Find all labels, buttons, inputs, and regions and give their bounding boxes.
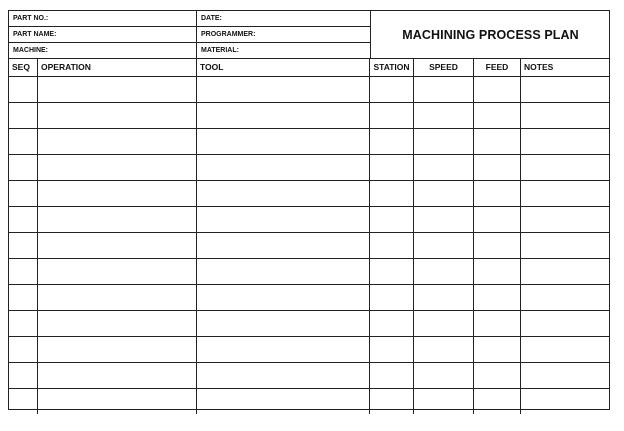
cell-operation[interactable] bbox=[38, 77, 197, 102]
cell-station[interactable] bbox=[370, 207, 414, 232]
cell-station[interactable] bbox=[370, 285, 414, 310]
cell-notes[interactable] bbox=[521, 155, 609, 180]
cell-seq[interactable] bbox=[9, 311, 38, 336]
cell-station[interactable] bbox=[370, 337, 414, 362]
table-row bbox=[9, 337, 609, 363]
cell-tool[interactable] bbox=[197, 363, 370, 388]
cell-station[interactable] bbox=[370, 129, 414, 154]
cell-tool[interactable] bbox=[197, 233, 370, 258]
cell-seq[interactable] bbox=[9, 77, 38, 102]
cell-seq[interactable] bbox=[9, 285, 38, 310]
cell-notes[interactable] bbox=[521, 103, 609, 128]
header-fields bbox=[9, 11, 370, 59]
cell-operation[interactable] bbox=[38, 285, 197, 310]
cell-operation[interactable] bbox=[38, 233, 197, 258]
cell-operation[interactable] bbox=[38, 129, 197, 154]
process-plan-sheet bbox=[8, 10, 610, 410]
cell-operation[interactable] bbox=[38, 259, 197, 284]
cell-notes[interactable] bbox=[521, 389, 609, 414]
table-row bbox=[9, 103, 609, 129]
cell-notes[interactable] bbox=[521, 77, 609, 102]
column-header-speed: SPEED bbox=[414, 59, 474, 76]
cell-speed[interactable] bbox=[414, 207, 474, 232]
cell-feed[interactable] bbox=[474, 207, 521, 232]
cell-feed[interactable] bbox=[474, 181, 521, 206]
cell-station[interactable] bbox=[370, 233, 414, 258]
cell-speed[interactable] bbox=[414, 103, 474, 128]
cell-operation[interactable] bbox=[38, 389, 197, 414]
cell-feed[interactable] bbox=[474, 77, 521, 102]
cell-notes[interactable] bbox=[521, 337, 609, 362]
cell-feed[interactable] bbox=[474, 233, 521, 258]
table-row bbox=[9, 129, 609, 155]
table-row bbox=[9, 363, 609, 389]
cell-tool[interactable] bbox=[197, 129, 370, 154]
column-header-seq: SEQ bbox=[9, 59, 38, 76]
cell-feed[interactable] bbox=[474, 337, 521, 362]
column-header-feed: FEED bbox=[474, 59, 521, 76]
cell-operation[interactable] bbox=[38, 207, 197, 232]
header-row-part-no bbox=[9, 11, 370, 27]
cell-speed[interactable] bbox=[414, 233, 474, 258]
cell-feed[interactable] bbox=[474, 311, 521, 336]
cell-operation[interactable] bbox=[38, 363, 197, 388]
cell-tool[interactable] bbox=[197, 389, 370, 414]
cell-feed[interactable] bbox=[474, 363, 521, 388]
machine-field[interactable]: MACHINE: bbox=[9, 43, 197, 59]
cell-station[interactable] bbox=[370, 311, 414, 336]
document-title: MACHINING PROCESS PLAN bbox=[402, 27, 579, 42]
cell-tool[interactable] bbox=[197, 77, 370, 102]
cell-speed[interactable] bbox=[414, 77, 474, 102]
cell-notes[interactable] bbox=[521, 181, 609, 206]
cell-station[interactable] bbox=[370, 77, 414, 102]
column-header-notes: NOTES bbox=[524, 62, 554, 72]
part-name-field[interactable]: PART NAME: bbox=[9, 27, 197, 43]
cell-tool[interactable] bbox=[197, 207, 370, 232]
cell-station[interactable] bbox=[370, 103, 414, 128]
cell-seq[interactable] bbox=[9, 207, 38, 232]
cell-seq[interactable] bbox=[9, 155, 38, 180]
cell-feed[interactable] bbox=[474, 285, 521, 310]
table-row bbox=[9, 77, 609, 103]
process-table bbox=[9, 59, 609, 414]
cell-notes[interactable] bbox=[521, 311, 609, 336]
cell-operation[interactable] bbox=[38, 311, 197, 336]
cell-notes[interactable] bbox=[521, 259, 609, 284]
cell-station[interactable] bbox=[370, 259, 414, 284]
cell-seq[interactable] bbox=[9, 337, 38, 362]
cell-tool[interactable] bbox=[197, 181, 370, 206]
table-row bbox=[9, 155, 609, 181]
cell-seq[interactable] bbox=[9, 389, 38, 414]
part-no-field[interactable]: PART NO.: bbox=[9, 11, 197, 27]
cell-notes[interactable] bbox=[521, 207, 609, 232]
date-field[interactable]: DATE: bbox=[201, 15, 222, 22]
cell-feed[interactable] bbox=[474, 155, 521, 180]
cell-tool[interactable] bbox=[197, 103, 370, 128]
cell-speed[interactable] bbox=[414, 389, 474, 414]
cell-tool[interactable] bbox=[197, 337, 370, 362]
cell-notes[interactable] bbox=[521, 233, 609, 258]
header-row-part-name bbox=[9, 27, 370, 43]
table-header-row bbox=[9, 59, 609, 77]
table-row bbox=[9, 233, 609, 259]
cell-feed[interactable] bbox=[474, 389, 521, 414]
cell-station[interactable] bbox=[370, 155, 414, 180]
table-row bbox=[9, 389, 609, 414]
cell-tool[interactable] bbox=[197, 285, 370, 310]
cell-station[interactable] bbox=[370, 389, 414, 414]
cell-operation[interactable] bbox=[38, 181, 197, 206]
cell-seq[interactable] bbox=[9, 103, 38, 128]
cell-seq[interactable] bbox=[9, 181, 38, 206]
cell-speed[interactable] bbox=[414, 337, 474, 362]
cell-speed[interactable] bbox=[414, 285, 474, 310]
title-block bbox=[370, 11, 610, 59]
cell-tool[interactable] bbox=[197, 311, 370, 336]
cell-tool[interactable] bbox=[197, 259, 370, 284]
table-row bbox=[9, 181, 609, 207]
column-header-operation: OPERATION bbox=[38, 59, 197, 76]
table-row bbox=[9, 285, 609, 311]
cell-speed[interactable] bbox=[414, 155, 474, 180]
material-field[interactable]: MATERIAL: bbox=[201, 47, 239, 54]
cell-notes[interactable] bbox=[521, 363, 609, 388]
cell-feed[interactable] bbox=[474, 259, 521, 284]
cell-feed[interactable] bbox=[474, 129, 521, 154]
cell-seq[interactable] bbox=[9, 129, 38, 154]
cell-speed[interactable] bbox=[414, 363, 474, 388]
cell-operation[interactable] bbox=[38, 155, 197, 180]
table-row bbox=[9, 259, 609, 285]
programmer-field[interactable]: PROGRAMMER: bbox=[201, 31, 256, 38]
cell-operation[interactable] bbox=[38, 337, 197, 362]
table-row bbox=[9, 311, 609, 337]
header-row-machine bbox=[9, 43, 370, 59]
cell-speed[interactable] bbox=[414, 129, 474, 154]
column-header-station: STATION bbox=[370, 59, 414, 76]
cell-seq[interactable] bbox=[9, 233, 38, 258]
cell-tool[interactable] bbox=[197, 155, 370, 180]
cell-operation[interactable] bbox=[38, 103, 197, 128]
cell-speed[interactable] bbox=[414, 259, 474, 284]
table-row bbox=[9, 207, 609, 233]
cell-station[interactable] bbox=[370, 363, 414, 388]
cell-notes[interactable] bbox=[521, 285, 609, 310]
column-header-tool: TOOL bbox=[197, 59, 370, 76]
cell-notes[interactable] bbox=[521, 129, 609, 154]
cell-speed[interactable] bbox=[414, 311, 474, 336]
cell-speed[interactable] bbox=[414, 181, 474, 206]
cell-station[interactable] bbox=[370, 181, 414, 206]
cell-seq[interactable] bbox=[9, 363, 38, 388]
cell-seq[interactable] bbox=[9, 259, 38, 284]
cell-feed[interactable] bbox=[474, 103, 521, 128]
